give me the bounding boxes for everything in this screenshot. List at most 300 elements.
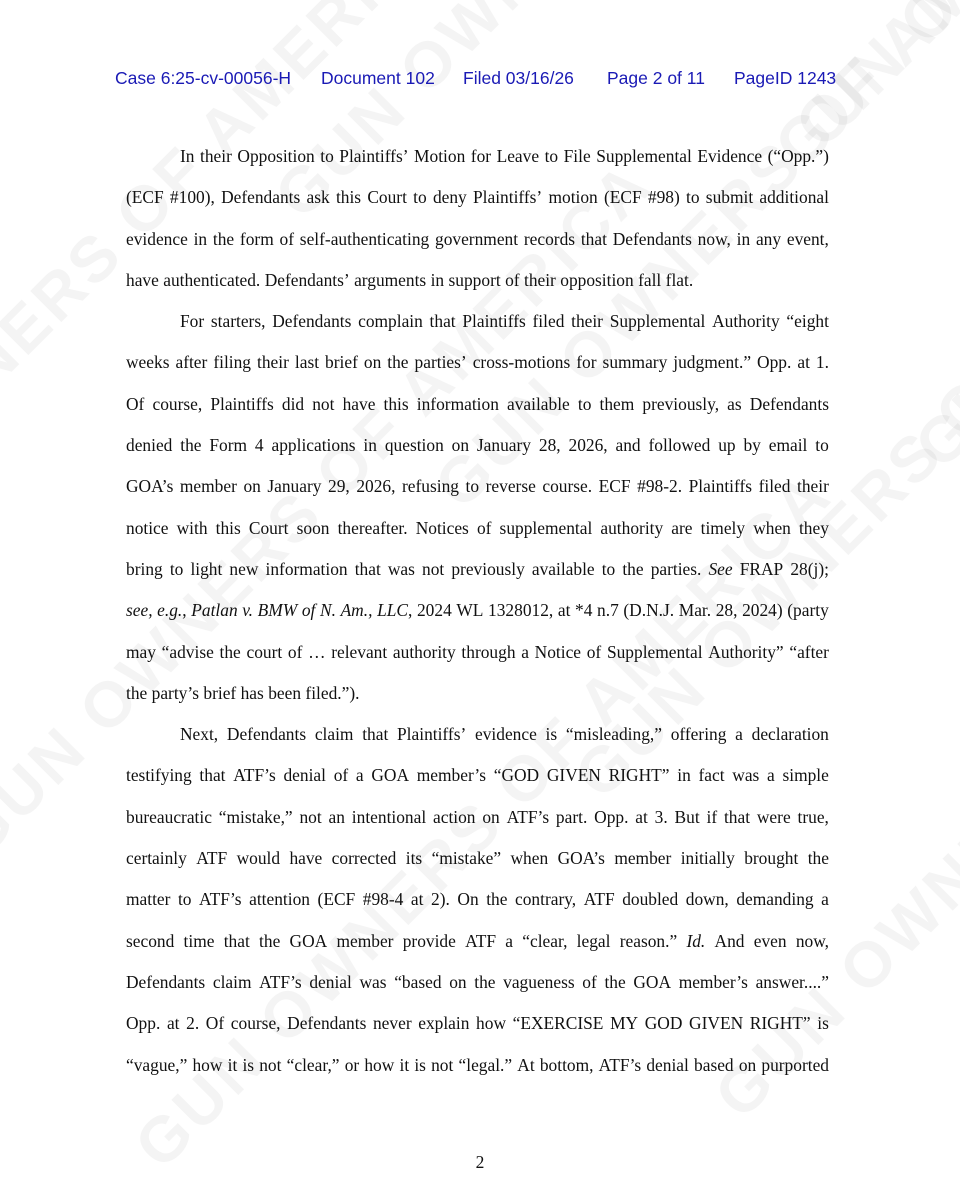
body-word: complain xyxy=(358,311,423,332)
body-word: on xyxy=(243,476,261,497)
body-line xyxy=(126,1011,829,1052)
body-word: Notice xyxy=(534,641,582,662)
body-word: was xyxy=(732,765,760,786)
body-word: bureaucratic xyxy=(126,806,212,827)
body-word: never xyxy=(372,1013,412,1034)
body-word: not xyxy=(299,806,322,827)
body-word: (“Opp.”) xyxy=(767,146,829,166)
body-word: their xyxy=(200,146,232,166)
body-word: “GOD xyxy=(493,765,540,786)
body-word: ATF’s xyxy=(199,889,242,910)
body-word: through xyxy=(461,641,516,662)
body-word: member xyxy=(179,476,237,497)
body-word: with xyxy=(176,517,208,538)
body-word: (ECF xyxy=(317,889,356,910)
body-line xyxy=(126,185,829,226)
body-line xyxy=(126,722,829,763)
body-word: to xyxy=(169,558,184,579)
body-word: Evidence xyxy=(697,146,763,166)
body-word: member’s xyxy=(678,971,748,992)
body-word: January xyxy=(267,476,322,497)
body-word: See xyxy=(708,558,733,579)
body-word: a xyxy=(355,765,364,786)
body-line xyxy=(126,681,829,722)
body-word: attention xyxy=(249,889,310,910)
body-word: records xyxy=(523,228,576,249)
body-word: simple xyxy=(782,765,829,786)
page-count: Page 2 of 11 xyxy=(607,68,705,88)
body-word: soon xyxy=(296,517,330,538)
body-word: Defendants xyxy=(612,228,692,249)
body-word: filed.”). xyxy=(305,682,360,703)
body-word: testifying xyxy=(126,765,192,786)
body-word: to xyxy=(577,393,592,414)
body-word: available xyxy=(531,558,595,579)
body-word: have xyxy=(289,848,323,869)
body-word: GIVEN xyxy=(546,765,601,786)
body-word: of xyxy=(505,269,520,290)
body-word: down, xyxy=(685,889,729,910)
body-word: on xyxy=(449,971,467,992)
body-word: legal xyxy=(576,930,611,951)
body-word: BMW xyxy=(257,600,298,621)
body-word: matter xyxy=(126,889,171,910)
body-word: how xyxy=(192,1054,223,1075)
body-word: Mar. xyxy=(678,600,712,621)
body-word: have xyxy=(342,393,376,414)
body-word: previously xyxy=(451,558,525,579)
body-word: any xyxy=(755,228,782,249)
body-word: is xyxy=(545,724,558,745)
body-word: party’s xyxy=(151,682,199,703)
body-word: authority xyxy=(600,517,664,538)
body-word: after xyxy=(175,352,208,373)
body-word: that xyxy=(199,765,226,786)
body-line xyxy=(126,433,829,474)
body-word: been xyxy=(268,682,302,703)
body-word: information xyxy=(265,558,348,579)
body-word: based xyxy=(694,1054,734,1075)
body-word: opposition xyxy=(560,269,634,290)
body-word: Supplemental xyxy=(596,146,692,166)
body-word: In xyxy=(180,146,195,166)
body-word: new xyxy=(229,558,259,579)
body-line xyxy=(126,805,829,846)
body-word: a xyxy=(821,889,829,910)
body-word: additional xyxy=(759,187,829,208)
body-word: the xyxy=(622,558,644,579)
body-word: of xyxy=(287,641,303,662)
body-line xyxy=(126,144,829,185)
body-word: And xyxy=(714,930,745,951)
body-word: “EXERCISE xyxy=(512,1013,604,1034)
body-word: notice xyxy=(126,517,169,538)
body-word: parties. xyxy=(650,558,702,579)
body-word: brief xyxy=(325,352,358,373)
body-line xyxy=(126,516,829,557)
body-word: in xyxy=(193,228,208,249)
body-word: initially xyxy=(680,848,735,869)
body-word: how xyxy=(476,1013,506,1034)
body-line xyxy=(126,887,829,928)
body-line xyxy=(126,350,829,391)
body-word: judgment.” xyxy=(673,352,752,373)
body-word: (ECF xyxy=(603,187,642,208)
body-word: question xyxy=(384,435,444,456)
body-word: Defendants xyxy=(226,724,307,745)
body-word: available xyxy=(507,393,570,414)
body-word: event, xyxy=(786,228,829,249)
body-word: RIGHT” xyxy=(749,1013,811,1034)
body-word: January xyxy=(476,435,531,456)
body-word: the xyxy=(604,971,626,992)
body-line xyxy=(126,309,829,350)
body-word: relevant xyxy=(331,641,388,662)
body-word: see, xyxy=(126,600,153,621)
body-word: now, xyxy=(697,228,731,249)
body-word: followed xyxy=(648,435,711,456)
body-line xyxy=(126,268,829,309)
body-word: Authority xyxy=(712,311,780,332)
body-word: a xyxy=(735,724,743,745)
body-word: Plaintiffs xyxy=(688,476,753,497)
body-word: GOA xyxy=(371,765,410,786)
body-word: explain xyxy=(418,1013,470,1034)
body-word: ATF xyxy=(196,848,228,869)
body-word: 2026, xyxy=(568,435,608,456)
body-word: their xyxy=(571,311,603,332)
body-word: is xyxy=(242,1054,255,1075)
page-number: 2 xyxy=(475,1152,485,1172)
body-word: has xyxy=(240,682,264,703)
body-word: to xyxy=(465,476,480,497)
body-word: it xyxy=(399,1054,410,1075)
body-word: last xyxy=(294,352,320,373)
body-word: to xyxy=(544,146,559,166)
body-word: at xyxy=(635,806,648,827)
body-word: would xyxy=(236,848,281,869)
body-word: the xyxy=(180,435,202,456)
body-word: parties’ xyxy=(414,352,467,373)
body-word: fact xyxy=(698,765,725,786)
body-word: that xyxy=(429,311,456,332)
body-word: v. xyxy=(242,600,254,621)
body-word: intentional xyxy=(351,806,427,827)
body-word: when xyxy=(510,848,549,869)
body-word: this xyxy=(215,517,241,538)
body-word: “legal.” xyxy=(458,1054,513,1075)
body-word: in xyxy=(736,228,751,249)
body-word: an xyxy=(328,806,345,827)
body-word: certainly xyxy=(126,848,187,869)
body-word: denial xyxy=(646,1054,689,1075)
body-line xyxy=(126,970,829,1011)
body-word: they xyxy=(798,517,829,538)
body-word: action xyxy=(433,806,476,827)
body-word: did xyxy=(281,393,305,414)
body-word: of xyxy=(279,228,295,249)
body-word: filed xyxy=(758,476,791,497)
body-word: Defendants xyxy=(126,971,206,992)
body-word: thereafter. xyxy=(337,517,408,538)
body-word: a xyxy=(767,765,775,786)
body-word: how xyxy=(364,1054,395,1075)
body-word: corrected xyxy=(331,848,397,869)
body-word: for xyxy=(576,352,597,373)
body-word: member’s xyxy=(416,765,486,786)
body-line xyxy=(126,598,829,639)
body-word: by xyxy=(743,435,761,456)
body-word: the xyxy=(212,228,235,249)
body-word: 28, xyxy=(715,600,738,621)
body-word: the xyxy=(474,971,496,992)
body-word: in xyxy=(363,435,377,456)
body-word: email xyxy=(768,435,808,456)
filed-date: Filed 03/16/26 xyxy=(463,68,574,88)
body-word: it xyxy=(227,1054,238,1075)
body-word: “clear,” xyxy=(286,1054,340,1075)
body-word: ask xyxy=(306,187,330,208)
body-word: the xyxy=(807,848,829,869)
body-word: the xyxy=(387,352,409,373)
body-word: were xyxy=(756,806,791,827)
body-word: course. xyxy=(542,476,593,497)
body-word: flat. xyxy=(665,269,694,290)
body-word: 28(j); xyxy=(790,558,829,579)
body-word: MY xyxy=(610,1013,639,1034)
body-word: in xyxy=(430,269,445,290)
body-word: reason.” xyxy=(619,930,678,951)
body-word: Opp. xyxy=(757,352,792,373)
body-word: on xyxy=(451,435,470,456)
body-word: Of xyxy=(126,393,145,414)
body-word: their xyxy=(257,352,289,373)
body-word: Defendants xyxy=(287,1013,367,1034)
body-word: Opp. xyxy=(594,806,629,827)
body-word: Court xyxy=(248,517,289,538)
body-word: 3. xyxy=(654,806,668,827)
body-word: RIGHT” xyxy=(608,765,670,786)
body-word: doubled xyxy=(622,889,679,910)
body-word: form xyxy=(239,228,274,249)
body-word: bottom, xyxy=(539,1054,594,1075)
body-line xyxy=(126,763,829,804)
body-word: contrary, xyxy=(515,889,577,910)
body-word: cross-motions xyxy=(472,352,571,373)
body-word: Supplemental xyxy=(606,641,703,662)
body-word: “based xyxy=(394,971,442,992)
body-word: Defendants xyxy=(272,311,352,332)
body-word: Id. xyxy=(686,930,706,951)
body-word: was xyxy=(387,558,415,579)
body-word: Plaintiffs xyxy=(462,311,526,332)
body-word: or xyxy=(344,1054,360,1075)
body-word: Plaintiffs’ xyxy=(472,187,543,208)
body-word: denial xyxy=(309,971,352,992)
body-word: not xyxy=(422,558,445,579)
body-word: that xyxy=(723,806,751,827)
body-word: Defendants xyxy=(749,393,829,414)
body-line xyxy=(126,392,829,433)
body-word: of xyxy=(586,641,602,662)
body-word: “mistake” xyxy=(431,848,502,869)
body-word: up xyxy=(718,435,736,456)
body-word: reverse xyxy=(485,476,536,497)
body-word: now, xyxy=(795,930,829,951)
case-header xyxy=(0,68,960,94)
body-word: as xyxy=(727,393,742,414)
body-word: Notices xyxy=(415,517,469,538)
body-word: (ECF xyxy=(126,187,164,208)
body-word: authority xyxy=(392,641,456,662)
body-word: “eight xyxy=(786,311,829,332)
body-word: its xyxy=(405,848,423,869)
body-word: LLC, xyxy=(377,600,413,621)
body-word: a xyxy=(505,930,514,951)
body-word: support xyxy=(448,269,501,290)
body-word: (party xyxy=(787,600,829,621)
body-word: authenticated. xyxy=(163,269,261,290)
body-word: supplemental xyxy=(499,517,593,538)
body-line xyxy=(126,1053,829,1094)
body-word: was xyxy=(359,971,387,992)
body-word: second xyxy=(126,930,175,951)
body-word: n.7 xyxy=(597,600,619,621)
body-word: course, xyxy=(230,1013,281,1034)
body-line xyxy=(126,846,829,887)
body-word: “vague,” xyxy=(126,1054,188,1075)
body-word: member xyxy=(336,930,394,951)
body-word: purported xyxy=(761,1054,829,1075)
body-word: 2024 xyxy=(416,600,452,621)
body-word: for xyxy=(470,146,492,166)
body-word: filed xyxy=(532,311,565,332)
body-word: the xyxy=(486,889,508,910)
body-word: GOD xyxy=(644,1013,683,1034)
body-word: have xyxy=(126,269,159,290)
body-word: even xyxy=(753,930,787,951)
body-word: WL xyxy=(456,600,484,621)
body-word: “mistake,” xyxy=(218,806,293,827)
body-word: timely xyxy=(700,517,746,538)
body-word: #100), xyxy=(169,187,215,208)
body-word: not xyxy=(431,1054,454,1075)
body-word: government xyxy=(435,228,519,249)
body-word: 28, xyxy=(538,435,561,456)
body-word: that xyxy=(354,558,381,579)
body-word: them xyxy=(599,393,635,414)
body-word: summary xyxy=(602,352,668,373)
body-word: to xyxy=(686,187,700,208)
body-word: offering xyxy=(670,724,727,745)
body-word: part. xyxy=(555,806,588,827)
body-word: of xyxy=(582,971,597,992)
body-word: may xyxy=(126,641,156,662)
body-word: brought xyxy=(744,848,799,869)
case-number: Case 6:25-cv-00056-H xyxy=(115,68,292,88)
body-word: evidence xyxy=(475,724,537,745)
body-word: GOA’s xyxy=(557,848,605,869)
body-word: claim xyxy=(212,971,252,992)
body-word: on xyxy=(738,1054,757,1075)
body-word: brief xyxy=(203,682,237,703)
body-word: “advise xyxy=(161,641,214,662)
body-word: applications xyxy=(271,435,356,456)
body-word: submit xyxy=(705,187,754,208)
body-word: refusing xyxy=(402,476,459,497)
body-word: On xyxy=(457,889,479,910)
body-line xyxy=(126,474,829,515)
body-word: #98-2. xyxy=(637,476,683,497)
body-word: court xyxy=(246,641,283,662)
body-word: their xyxy=(523,269,556,290)
body-word: Next, xyxy=(180,724,219,745)
body-word: previously, xyxy=(642,393,720,414)
body-word: the xyxy=(126,682,148,703)
body-word: Leave xyxy=(496,146,540,166)
body-word: 1328012, xyxy=(488,600,554,621)
body-word: that xyxy=(580,228,607,249)
body-word: Plaintiffs’ xyxy=(397,724,467,745)
body-word: But xyxy=(674,806,700,827)
body-word: course, xyxy=(152,393,203,414)
body-word: Of xyxy=(205,1013,225,1034)
body-word: of xyxy=(301,600,316,621)
body-word: weeks xyxy=(126,352,170,373)
body-word: 2024) xyxy=(742,600,783,621)
body-word: denied xyxy=(126,435,173,456)
body-word: are xyxy=(671,517,693,538)
body-word: member xyxy=(614,848,672,869)
body-word: self-authenticating xyxy=(299,228,430,249)
body-word: declaration xyxy=(751,724,829,745)
body-word: ATF xyxy=(583,889,615,910)
body-text xyxy=(126,144,829,1094)
body-word: if xyxy=(706,806,718,827)
body-word: Plaintiffs xyxy=(210,393,274,414)
body-word: that xyxy=(362,724,389,745)
body-word: *4 xyxy=(575,600,593,621)
body-word: starters, xyxy=(210,311,266,332)
body-word: light xyxy=(190,558,223,579)
body-word: this xyxy=(383,393,409,414)
body-word: GOA xyxy=(633,971,672,992)
body-word: is xyxy=(414,1054,426,1075)
body-line xyxy=(126,557,829,598)
body-word: on xyxy=(363,352,382,373)
body-word: 4 xyxy=(254,435,264,456)
body-word: “clear, xyxy=(522,930,568,951)
body-word: in xyxy=(677,765,691,786)
body-word: motion xyxy=(548,187,598,208)
body-word: “misleading,” xyxy=(565,724,662,745)
body-word: Am., xyxy=(340,600,373,621)
body-word: at xyxy=(410,889,424,910)
body-word: their xyxy=(797,476,829,497)
body-word: GOA xyxy=(289,930,328,951)
body-word: to xyxy=(320,146,334,166)
body-word: e.g., xyxy=(157,600,187,621)
body-word: GOA’s xyxy=(126,476,174,497)
body-word: Defendants xyxy=(221,187,301,208)
body-word: Defendants’ xyxy=(264,269,350,290)
body-word: ATF xyxy=(465,930,497,951)
body-word: the xyxy=(219,641,241,662)
body-word: Opposition xyxy=(237,146,315,166)
body-word: (D.N.J. xyxy=(623,600,675,621)
body-word: fall xyxy=(638,269,662,290)
body-word: At xyxy=(517,1054,535,1075)
